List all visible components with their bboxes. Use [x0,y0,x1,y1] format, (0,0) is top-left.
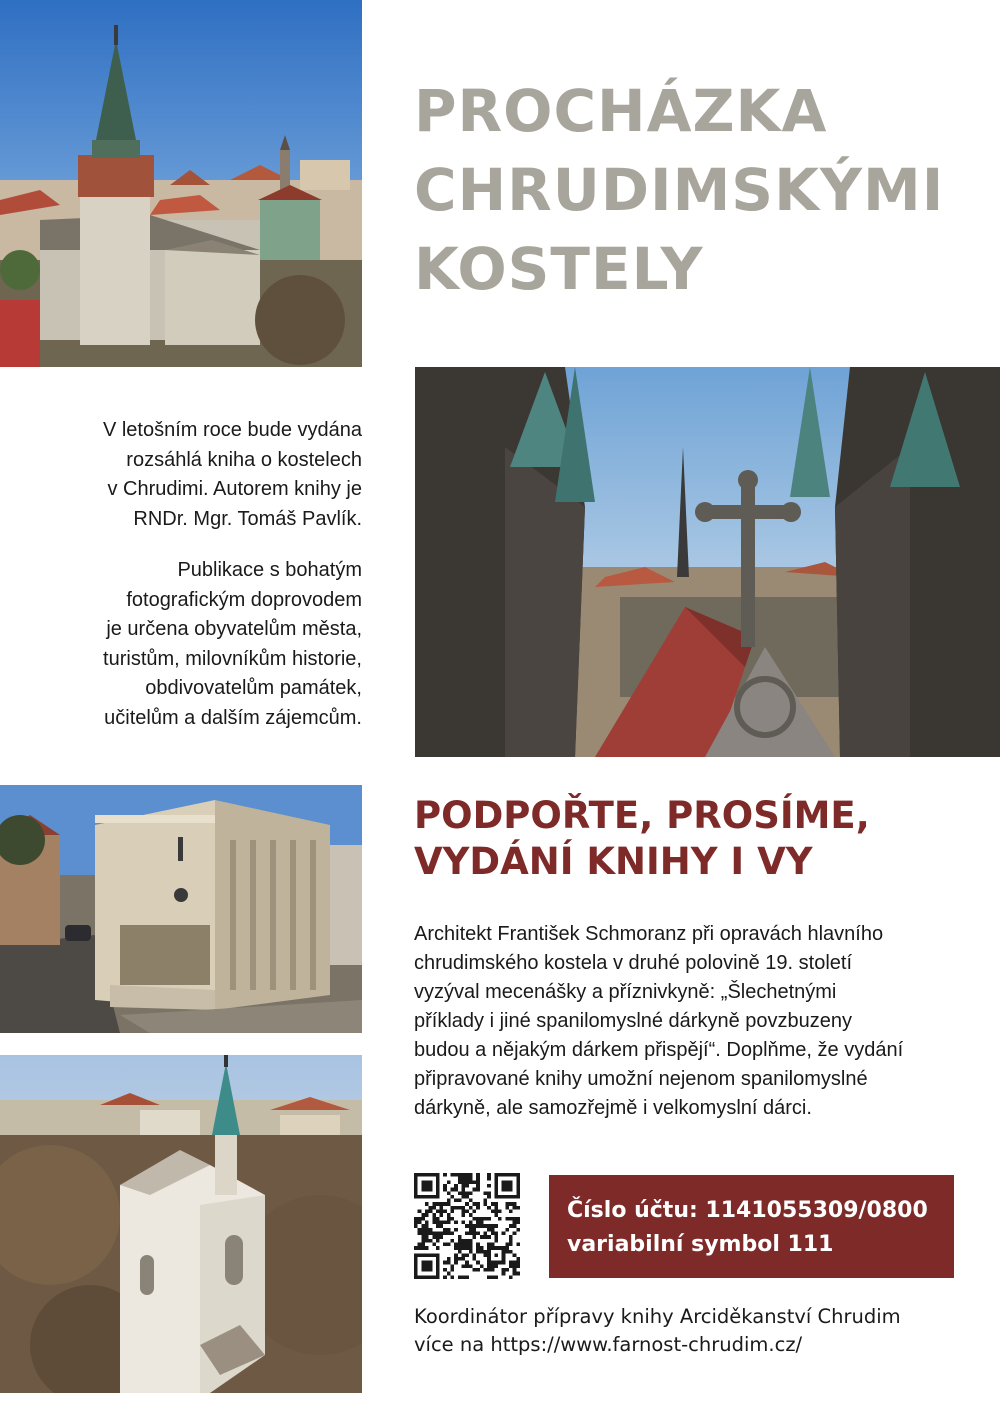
appeal-line-1: PODPOŘTE, PROSÍME, [414,794,870,837]
body-line: vyzýval mecenášky a příznivkyně: „Šlechetnými [414,981,837,1003]
intro-1-line: RNDr. Mgr. Tomáš Pavlík. [133,507,362,530]
body-paragraph [414,920,974,1123]
body-line: chrudimského kostela v druhé polovině 19. století [414,952,853,974]
body-line: příklady i jiné spanilomyslné dárkyně povzbuzeny [414,1010,853,1032]
church-roof-cross-photo [415,367,1000,757]
body-line: budou a nějakým dárkem přispějí“. Doplňme, že vydání [414,1039,904,1061]
appeal-line-2: VYDÁNÍ KNIHY I VY [414,840,813,883]
title-line-2: CHRUDIMSKÝMI [414,156,945,224]
chapel-photo [0,1055,362,1393]
bank-account-box [549,1175,954,1278]
intro-2-line: fotografickým doprovodem [126,588,362,611]
intro-2-line: turistům, milovníkům historie, [103,647,362,670]
intro-paragraph-2 [40,556,362,733]
intro-paragraph-1 [40,416,362,534]
body-line: Architekt František Schmoranz při opravách hlavního [414,923,884,945]
variable-symbol: variabilní symbol 111 [567,1232,834,1257]
account-number: Číslo účtu: 1141055309/0800 [567,1198,928,1223]
website-link[interactable]: více na https://www.farnost-chrudim.cz/ [414,1333,803,1356]
coordinator-text: Koordinátor přípravy knihy Arciděkanství Chrudim [414,1305,901,1328]
intro-2-line: obdivovatelům památek, [145,677,362,699]
intro-2-line: učitelům a dalším zájemcům. [104,706,362,729]
qr-code[interactable] [414,1173,520,1279]
church-photo-tower [0,0,362,367]
intro-1-line: V letošním roce bude vydána [102,419,362,441]
intro-1-line: v Chrudimi. Autorem knihy je [107,478,362,500]
intro-1-line: rozsáhlá kniha o kostelech [126,448,362,471]
body-line: připravované knihy umožní nejenom spanilomyslné [414,1068,868,1090]
footer-info [414,1303,984,1359]
title-line-3: KOSTELY [414,235,704,303]
modern-church-photo [0,785,362,1033]
intro-2-line: Publikace s bohatým [177,559,362,581]
poster-title [414,72,984,309]
support-appeal-heading [414,793,974,885]
title-line-1: PROCHÁZKA [414,77,828,145]
intro-2-line: je určena obyvatelům města, [106,618,362,640]
body-line: dárkyně, ale samozřejmě i velkomyslní dárci. [414,1097,812,1119]
